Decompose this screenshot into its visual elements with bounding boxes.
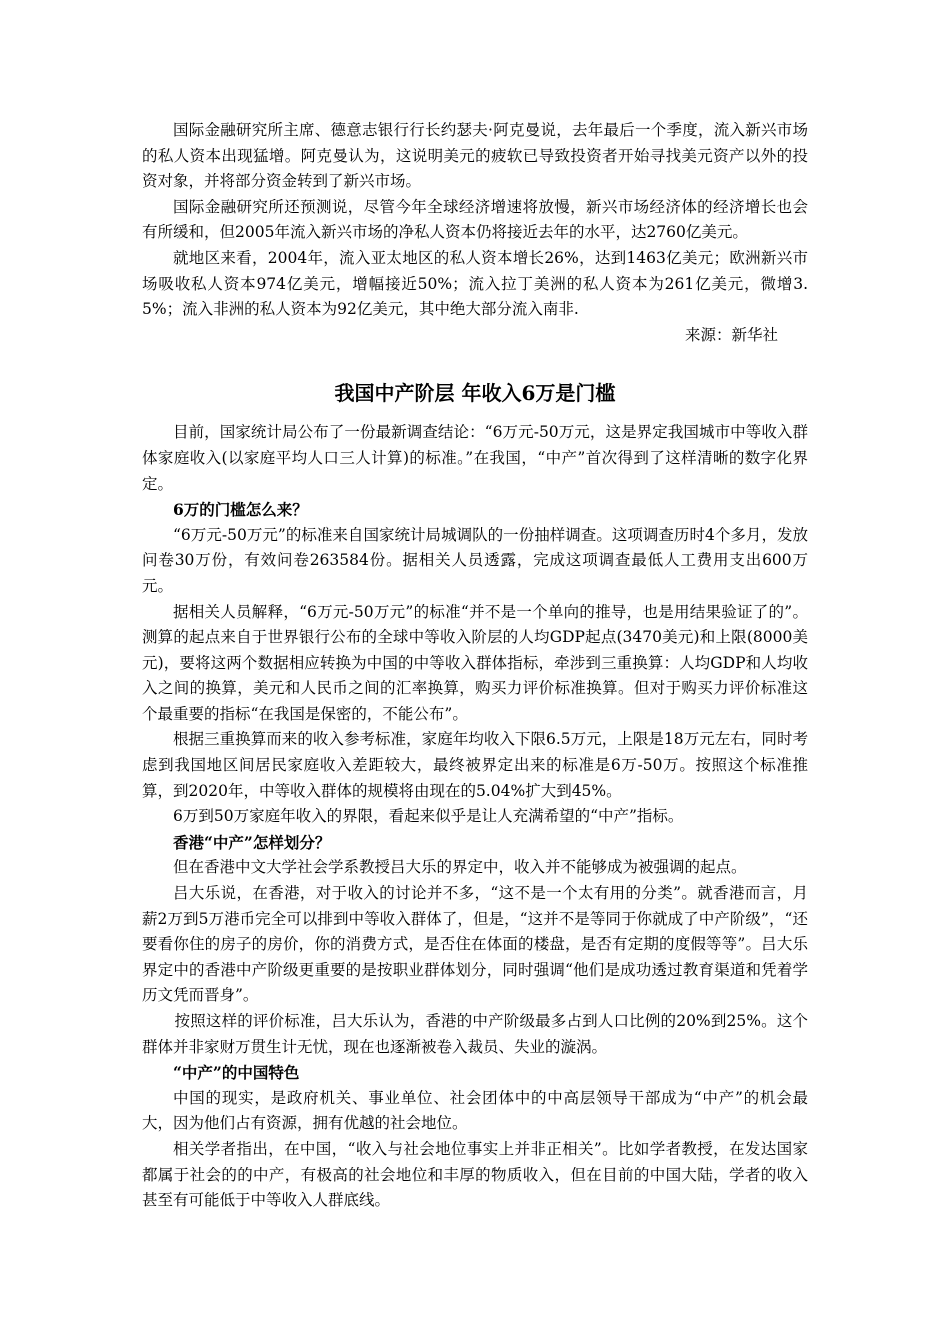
paragraph: 吕大乐说，在香港，对于收入的讨论并不多，“这不是一个太有用的分类”。就香港而言，月薪2万到5万港币完全可以排到中等收入群体了，但是，“这并不是等同于你就成了中产阶级”，“还要看你住的房子的房价，你的消费方式，是否住在体面的楼盘，是否有定期的度假等等”。吕大乐界定中的香港中产阶级更重要的是按职业群体划分，同时强调“他们是成功透过教育渠道和凭着学历文凭而晋身”。 xyxy=(142,884,808,1005)
paragraph: 6万到50万家庭年收入的界限，看起来似乎是让人充满希望的“中产”指标。 xyxy=(173,807,684,826)
paragraph: 据相关人员解释，“6万元-50万元”的标准“并不是一个单向的推导，也是用结果验证了的”。测算的起点来自于世界银行公布的全球中等收入阶层的人均GDP起点(3470美元)和上限(8000美元)，要将这两个数据相应转换为中国的中等收入群体指标，牵涉到三重换算：人均GDP和人均收入之间的换算，美元和人民币之间的汇率换算，购买力评价标准换算。但对于购买力评价标准这个最重要的指标“在我国是保密的，不能公布”。 xyxy=(142,602,808,723)
paragraph: 相关学者指出，在中国，“收入与社会地位事实上并非正相关”。比如学者教授，在发达国家都属于社会的的中产，有极高的社会地位和丰厚的物质收入，但在目前的中国大陆，学者的收入甚至有可能低于中等收入人群底线。 xyxy=(142,1139,808,1210)
article-intro: 目前，国家统计局公布了一份最新调查结论：“6万元-50万元，这是界定我国城市中等收入群体家庭收入(以家庭平均人口三人计算)的标准。”在我国，“中产”首次得到了这样清晰的数字化界定。 xyxy=(142,423,808,493)
paragraph: 国际金融研究所主席、德意志银行行长约瑟夫·阿克曼说，去年最后一个季度，流入新兴市场的私人资本出现猛增。阿克曼认为，这说明美元的疲软已导致投资者开始寻找美元资产以外的投资对象，并将部分资金转到了新兴市场。 xyxy=(142,121,808,191)
document-page xyxy=(142,118,808,1214)
section-heading-threshold: 6万的门槛怎么来？ xyxy=(173,500,308,520)
section-heading-china-traits: “中产”的中国特色 xyxy=(173,1063,300,1083)
paragraph: 国际金融研究所还预测说，尽管今年全球经济增速将放慢，新兴市场经济体的经济增长也会有所缓和，但2005年流入新兴市场的净私人资本仍将接近去年的水平，达2760亿美元。 xyxy=(142,197,808,242)
capital-flow-section xyxy=(142,118,808,348)
paragraph: “6万元-50万元”的标准来自国家统计局城调队的一份抽样调查。这项调查历时4个多月，发放问卷30万份，有效问卷263584份。据相关人员透露，完成这项调查最低人工费用支出600万元。 xyxy=(142,525,808,595)
paragraph: 就地区来看，2004年，流入亚太地区的私人资本增长26%，达到1463亿美元；欧洲新兴市场吸收私人资本974亿美元，增幅接近50%；流入拉丁美洲的私人资本为261亿美元，微增3.5%；流入非洲的私人资本为92亿美元，其中绝大部分流入南非. xyxy=(142,248,808,319)
source-credit: 来源：新华社 xyxy=(684,325,778,344)
paragraph: 按照这样的评价标准，吕大乐认为，香港的中产阶级最多占到人口比例的20%到25%。这个群体并非家财万贯生计无忧，现在也逐渐被卷入裁员、失业的漩涡。 xyxy=(142,1012,808,1056)
section-heading-hongkong: 香港“中产”怎样划分？ xyxy=(173,832,331,852)
paragraph: 中国的现实，是政府机关、事业单位、社会团体中的中高层领导干部成为“中产”的机会最大，因为他们占有资源，拥有优越的社会地位。 xyxy=(142,1088,808,1133)
paragraph: 但在香港中文大学社会学系教授吕大乐的界定中，收入并不能够成为被强调的起点。 xyxy=(173,858,747,877)
middle-class-article xyxy=(142,378,808,1213)
article-title: 我国中产阶层 年收入6万是门槛 xyxy=(334,381,616,406)
paragraph: 根据三重换算而来的收入参考标准，家庭年均收入下限6.5万元，上限是18万元左右，同时考虑到我国地区间居民家庭收入差距较大，最终被界定出来的标准是6万-50万。按照这个标准推算，到2020年，中等收入群体的规模将由现在的5.04%扩大到45%。 xyxy=(142,730,808,800)
